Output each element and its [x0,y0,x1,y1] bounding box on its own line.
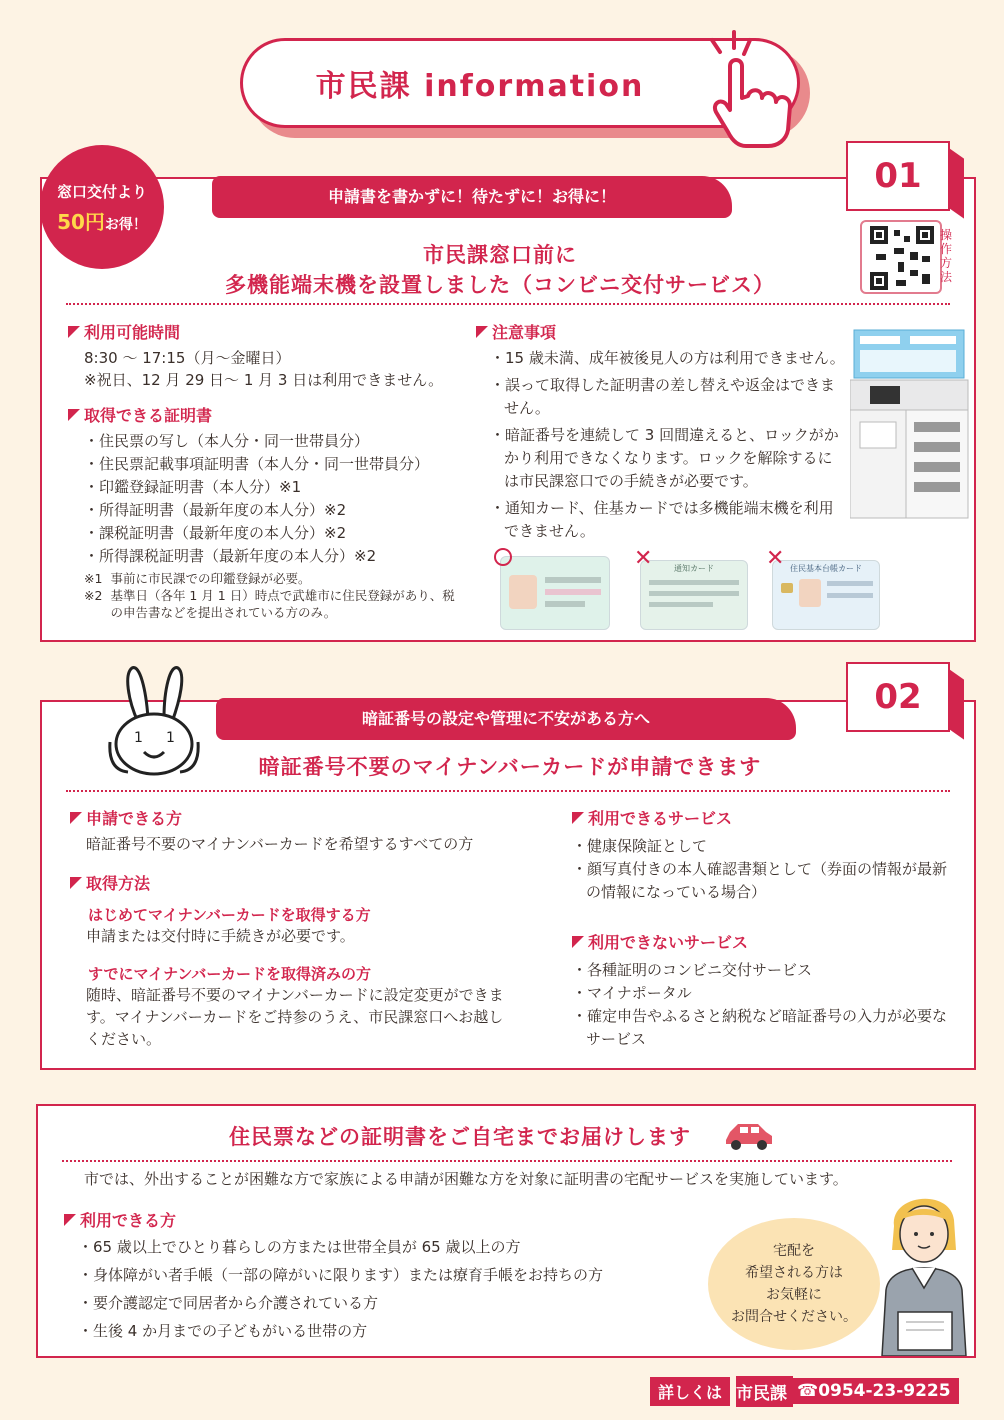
svg-text:1: 1 [166,730,175,746]
usable-heading: 利用できるサービス [572,806,952,829]
section-02-heading: 暗証番号不要のマイナンバーカードが申請できます [258,755,762,779]
who-text: 暗証番号不要のマイナンバーカードを希望するすべての方 [86,835,474,853]
unusable-list [572,959,952,1051]
discount-badge: 窓口交付より 50円お得！ [40,145,164,269]
list-item: ・ 印鑑登録証明書（本人分）※1 [84,476,488,499]
list-item: ・ 住民票記載事項証明書（本人分・同一世帯員分） [84,453,488,476]
section-01-divider [66,303,950,305]
pointing-hand-icon [690,22,810,152]
section-02-divider [66,790,950,792]
section-01-right [476,320,846,543]
list-item: ・ 要介護認定で同居者から介護されている方 [78,1289,704,1317]
list-item: ・ 身体障がい者手帳（一部の障がいに限ります）または療育手帳をお持ちの方 [78,1261,704,1289]
kiosk-machine-image [850,322,970,522]
card-photo [509,575,537,609]
section-number-02: 02 [846,662,950,732]
list-item: ・ マイナポータル [572,982,952,1005]
first-time-text: 申請または交付時に手続きが必要です。 [86,927,355,945]
notification-card-image: 通知カード [640,560,748,630]
staff-person-image [872,1180,976,1356]
list-item: ・ 15 歳未満、成年被後見人の方は利用できません。 [490,347,846,370]
section-03-intro: 市では、外出することが困難な方で家族による申請が困難な方を対象に証明書の宅配サービスを実施しています。 [84,1170,848,1188]
section-number-01: 01 [846,141,950,211]
list-item: ・ 各種証明のコンビニ交付サービス [572,959,952,982]
section-03-heading: 住民票などの証明書をご自宅までお届けします [229,1125,691,1149]
ng-cross-icon: ✕ [766,546,785,571]
ok-circle-icon [494,548,512,566]
list-item: ・ 健康保険証として [572,835,952,858]
list-item: ・ 通知カード、住基カードでは多機能端末機を利用できません。 [490,497,846,543]
badge-amount: 50円 [57,210,105,234]
who-heading: 申請できる方 [70,806,550,829]
list-item: ・ 住民票の写し（本人分・同一世帯員分） [84,430,488,453]
footer-dept: 市民課 [736,1376,793,1407]
section-02-ribbon: 暗証番号の設定や管理に不安がある方へ [216,698,796,740]
qr-caption: 操作方法 [940,228,953,284]
eligible-heading: 利用できる方 [64,1208,704,1231]
certs-heading: 取得できる証明書 [68,403,488,426]
list-item: ・ 課税証明書（最新年度の本人分）※2 [84,522,488,545]
list-item: ・ 顔写真付きの本人確認書類として（券面の情報が最新の情報になっている場合） [572,858,952,904]
list-item: ・ 所得課税証明書（最新年度の本人分）※2 [84,545,488,568]
page-title: 市民課 information [315,69,645,104]
hours-heading: 利用可能時間 [68,320,488,343]
hours-line-1: 8:30 ～ 17:15（月～金曜日） [84,349,291,367]
contact-bubble: 宅配を 希望される方は お気軽に お問合せください。 [708,1218,880,1350]
unusable-heading: 利用できないサービス [572,930,952,953]
certs-list [68,430,488,568]
caution-heading: 注意事項 [476,320,846,343]
already-text: 随時、暗証番号不要のマイナンバーカードに設定変更ができます。マイナンバーカードをご持参のうえ、市民課窓口へお越しください。 [86,986,504,1048]
ng-cross-icon: ✕ [634,546,653,571]
caution-list [476,347,846,543]
first-time-title: はじめてマイナンバーカードを取得する方 [88,906,371,924]
already-title: すでにマイナンバーカードを取得済みの方 [88,965,372,983]
note-2: ※2 基準日（各年 1 月 1 日）時点で武雄市に住民登録があり、税の申告書などを提出されている方のみ。 [84,588,455,620]
footer-phone[interactable]: ☎0954-23-9225 [793,1378,959,1404]
list-item: ・ 誤って取得した証明書の差し替えや返金はできません。 [490,374,846,420]
qr-code[interactable] [860,220,942,294]
section-03-list-block [64,1208,704,1345]
section-02-left [70,806,550,1050]
hours-line-2: ※祝日、12 月 29 日～ 1 月 3 日は利用できません。 [84,371,444,389]
list-item: ・ 生後 4 か月までの子どもがいる世帯の方 [78,1317,704,1345]
section-02-right [572,806,952,1051]
note-1: ※1 事前に市民課での印鑑登録が必要。 [84,571,311,586]
usable-list [572,835,952,904]
qr-code-icon [870,226,934,290]
list-item: ・ 確定申告やふるさと納税など暗証番号の入力が必要なサービス [572,1005,952,1051]
footer-label: 詳しくは [650,1377,730,1406]
section-03-divider [62,1160,952,1162]
my-number-card-image [500,556,610,630]
how-heading: 取得方法 [70,871,550,894]
section-01-left [68,320,488,621]
footer-contact [650,1376,959,1406]
list-item: ・ 暗証番号を連続して 3 回間違えると、ロックがかかり利用できなくなります。ロックを解除するには市民課窓口での手続きが必要です。 [490,424,846,493]
list-item: ・ 65 歳以上でひとり暮らしの方または世帯全員が 65 歳以上の方 [78,1233,704,1261]
juki-card-image: 住民基本台帳カード [772,560,880,630]
section-01-heading: 市民課窓口前に 多機能端末機を設置しました（コンビニ交付サービス） [225,243,775,297]
section-01-ribbon: 申請書を書かずに！待たずに！お得に！ [212,176,732,218]
rabbit-mascot-icon [98,660,208,780]
svg-text:1: 1 [134,730,143,746]
car-icon [722,1118,774,1152]
list-item: ・ 所得証明書（最新年度の本人分）※2 [84,499,488,522]
eligible-list [64,1233,704,1345]
